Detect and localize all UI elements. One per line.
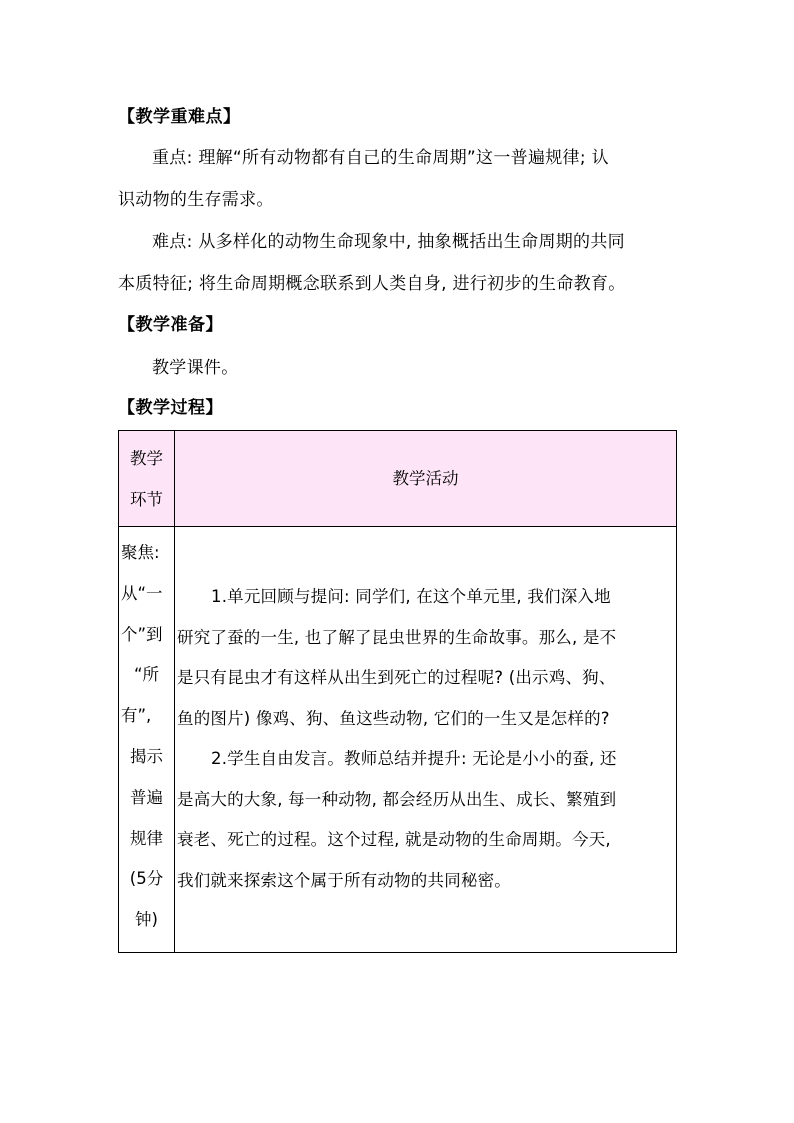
- difficulty-line-1: 难点: 从多样化的动物生命现象中, 抽象概括出生命周期的共同: [152, 232, 625, 252]
- difficulty-line-2: 本质特征; 将生命周期概念联系到人类自身, 进行初步的生命教育。: [118, 274, 626, 294]
- focus-paragraph: [118, 137, 678, 221]
- activity-2-line: 衰老、死亡的过程。这个过程, 就是动物的生命周期。今天,: [177, 830, 611, 849]
- activity-1-line: 是只有昆虫才有这样从出生到死亡的过程呢? (出示鸡、狗、: [177, 668, 616, 687]
- activity-2-line: 我们就来探索这个属于所有动物的共同秘密。: [177, 870, 511, 890]
- activity-paragraph-2: [175, 739, 676, 901]
- stage-line: 普遍: [130, 787, 163, 807]
- stage-line: 聚焦:: [121, 543, 160, 562]
- stage-line: 钟): [135, 910, 158, 930]
- stage-line: 个”到: [121, 624, 163, 644]
- preparation-paragraph: [118, 347, 678, 389]
- header-stage-line-1: 教学: [130, 449, 163, 468]
- teaching-process-table: [118, 430, 677, 953]
- heading-preparation: 【教学准备】: [118, 315, 223, 335]
- header-stage-cell: [119, 431, 175, 527]
- stage-line: 揭示: [130, 746, 163, 766]
- stage-line: 从“一: [121, 583, 163, 603]
- header-stage-line-2: 环节: [130, 489, 163, 509]
- activity-1-line: 鱼的图片) 像鸡、狗、鱼这些动物, 它们的一生又是怎样的?: [177, 708, 610, 728]
- activity-2-line: 是高大的大象, 每一种动物, 都会经历从出生、成长、繁殖到: [177, 789, 617, 809]
- activity-1-line: 1.单元回顾与提问: 同学们, 在这个单元里, 我们深入地: [211, 587, 611, 606]
- heading-key-points: 【教学重难点】: [118, 107, 241, 127]
- stage-line: (5分: [129, 869, 164, 889]
- activity-2-line: 2.学生自由发言。教师总结并提升: 无论是小小的蚕, 还: [211, 749, 617, 768]
- header-activity-cell: 教学活动: [175, 431, 677, 527]
- table-row: [119, 527, 677, 953]
- activity-cell: [175, 527, 677, 953]
- stage-cell: [119, 527, 175, 953]
- table-header-row: [119, 431, 677, 527]
- activity-1-line: 研究了蚕的一生, 也了解了昆虫世界的生命故事。那么, 是不: [177, 627, 617, 647]
- stage-line: 规律: [130, 828, 163, 848]
- stage-line: 有”,: [121, 706, 152, 726]
- activity-paragraph-1: [175, 577, 676, 739]
- preparation-text: 教学课件。: [152, 358, 239, 378]
- stage-line: “所: [133, 665, 160, 685]
- focus-line-2: 识动物的生存需求。: [118, 190, 274, 210]
- difficulty-paragraph: [118, 221, 678, 305]
- heading-process: 【教学过程】: [118, 398, 223, 418]
- focus-line-1: 重点: 理解“所有动物都有自己的生命周期”这一普遍规律; 认: [152, 148, 609, 168]
